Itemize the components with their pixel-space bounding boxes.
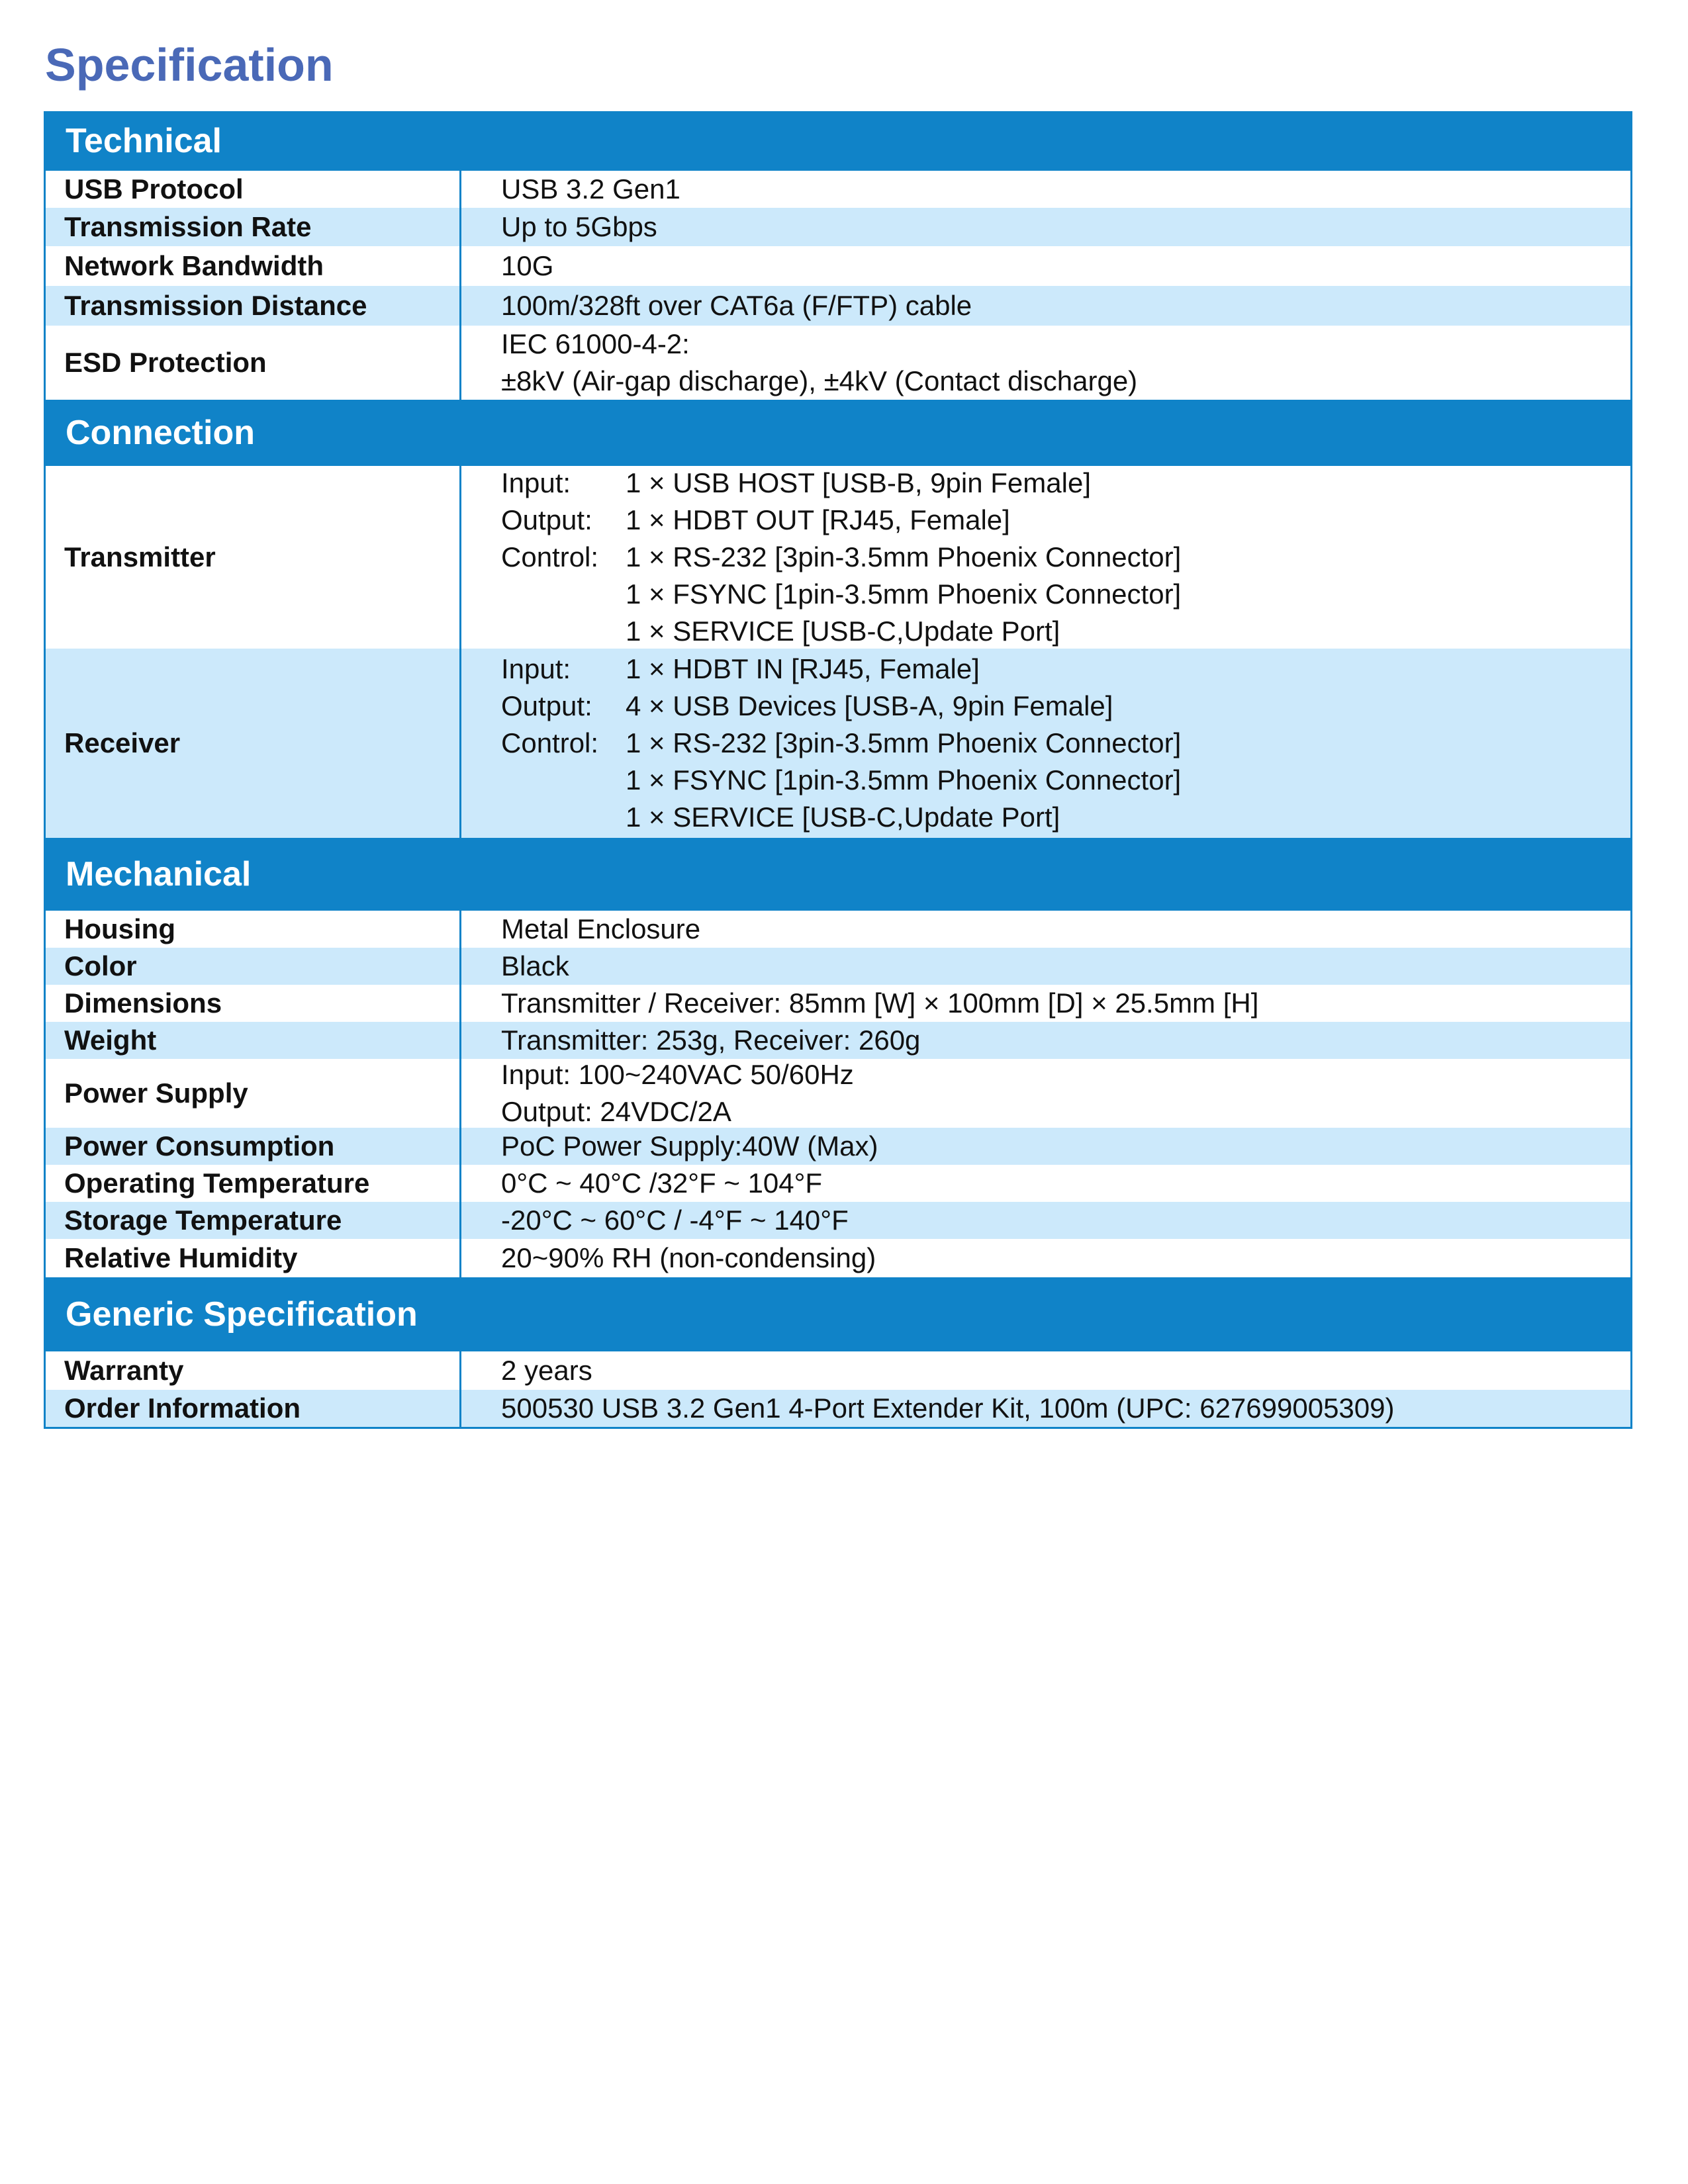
- table-row: [46, 948, 1630, 985]
- row-value: 10G: [501, 250, 554, 281]
- row-value: Metal Enclosure: [501, 913, 701, 944]
- row-value: 500530 USB 3.2 Gen1 4-Port Extender Kit, 100m (UPC: 627699005309): [501, 1392, 1395, 1424]
- row-label: Order Information: [46, 1390, 461, 1427]
- section-header-technical: Technical: [46, 111, 1630, 171]
- row-value: 100m/328ft over CAT6a (F/FTP) cable: [501, 290, 972, 321]
- port-value: 1 × SERVICE [USB-C,Update Port]: [626, 615, 1060, 647]
- row-label: Receiver: [46, 649, 461, 838]
- row-value: 0°C ~ 40°C /32°F ~ 104°F: [501, 1167, 823, 1199]
- port-value: 1 × RS-232 [3pin-3.5mm Phoenix Connector]: [626, 727, 1182, 758]
- row-label: USB Protocol: [46, 171, 461, 208]
- port-value: 1 × FSYNC [1pin-3.5mm Phoenix Connector]: [626, 764, 1182, 796]
- row-value: PoC Power Supply:40W (Max): [501, 1130, 878, 1161]
- row-value: [461, 326, 1630, 400]
- section-header-connection: Connection: [46, 400, 1630, 466]
- port-key: [501, 799, 626, 836]
- value-line: Input: 100~240VAC 50/60Hz: [501, 1059, 854, 1090]
- table-row: [46, 1128, 1630, 1165]
- section-header-generic: Generic Specification: [46, 1277, 1630, 1351]
- value-line: IEC 61000-4-2:: [501, 328, 690, 359]
- page-title: Specification: [45, 39, 334, 91]
- section-header-mechanical: Mechanical: [46, 838, 1630, 911]
- table-row: [46, 1022, 1630, 1059]
- port-value: 1 × HDBT OUT [RJ45, Female]: [626, 504, 1010, 535]
- row-label: Color: [46, 948, 461, 985]
- port-key: Input:: [501, 653, 571, 684]
- row-label: Power Consumption: [46, 1128, 461, 1165]
- port-key: [501, 576, 626, 613]
- table-row: [46, 985, 1630, 1022]
- table-row: [46, 1202, 1630, 1239]
- port-key: Control:: [501, 541, 599, 572]
- table-row: [46, 1239, 1630, 1277]
- table-row: [46, 246, 1630, 286]
- port-key: Output:: [501, 690, 592, 721]
- row-label: Dimensions: [46, 985, 461, 1022]
- port-value: 1 × HDBT IN [RJ45, Female]: [626, 653, 980, 684]
- row-label: Operating Temperature: [46, 1165, 461, 1202]
- table-row: [46, 1351, 1630, 1390]
- port-value: 1 × FSYNC [1pin-3.5mm Phoenix Connector]: [626, 578, 1182, 610]
- port-value: 4 × USB Devices [USB-A, 9pin Female]: [626, 690, 1113, 721]
- port-list: [501, 651, 1630, 836]
- table-row: [46, 326, 1630, 400]
- port-value: 1 × SERVICE [USB-C,Update Port]: [626, 801, 1060, 833]
- row-value: [461, 649, 1630, 838]
- spec-table: [44, 111, 1632, 1429]
- port-value: 1 × USB HOST [USB-B, 9pin Female]: [626, 467, 1091, 498]
- row-value: [461, 466, 1630, 649]
- row-label: Network Bandwidth: [46, 246, 461, 286]
- row-label: Transmission Rate: [46, 208, 461, 246]
- row-label: Transmission Distance: [46, 286, 461, 326]
- row-label: Housing: [46, 911, 461, 948]
- row-label: Storage Temperature: [46, 1202, 461, 1239]
- row-label: Relative Humidity: [46, 1239, 461, 1277]
- table-row: [46, 911, 1630, 948]
- table-row: [46, 649, 1630, 838]
- row-label: Power Supply: [46, 1059, 461, 1128]
- table-row: [46, 1059, 1630, 1128]
- port-key: Control:: [501, 727, 599, 758]
- value-line: Output: 24VDC/2A: [501, 1096, 731, 1127]
- row-value: -20°C ~ 60°C / -4°F ~ 140°F: [501, 1205, 849, 1236]
- port-key: Output:: [501, 504, 592, 535]
- port-list: [501, 465, 1630, 650]
- row-label: Weight: [46, 1022, 461, 1059]
- row-label: ESD Protection: [46, 326, 461, 400]
- row-value: Transmitter / Receiver: 85mm [W] × 100mm [D] × 25.5mm [H]: [501, 987, 1259, 1019]
- row-label: Transmitter: [46, 466, 461, 649]
- table-row: [46, 1165, 1630, 1202]
- port-value: 1 × RS-232 [3pin-3.5mm Phoenix Connector]: [626, 541, 1182, 572]
- row-value: [461, 1059, 1630, 1128]
- table-row: [46, 171, 1630, 208]
- table-row: [46, 208, 1630, 246]
- table-row: [46, 1390, 1630, 1427]
- row-value: Transmitter: 253g, Receiver: 260g: [501, 1024, 921, 1056]
- row-value: Up to 5Gbps: [501, 211, 657, 242]
- port-key: [501, 762, 626, 799]
- table-row: [46, 466, 1630, 649]
- row-value: 20~90% RH (non-condensing): [501, 1242, 876, 1273]
- port-key: [501, 613, 626, 650]
- value-line: ±8kV (Air-gap discharge), ±4kV (Contact discharge): [501, 365, 1138, 396]
- row-value: Black: [501, 950, 569, 981]
- row-value: 2 years: [501, 1355, 592, 1386]
- row-label: Warranty: [46, 1351, 461, 1390]
- table-row: [46, 286, 1630, 326]
- port-key: Input:: [501, 467, 571, 498]
- row-value: USB 3.2 Gen1: [501, 173, 680, 205]
